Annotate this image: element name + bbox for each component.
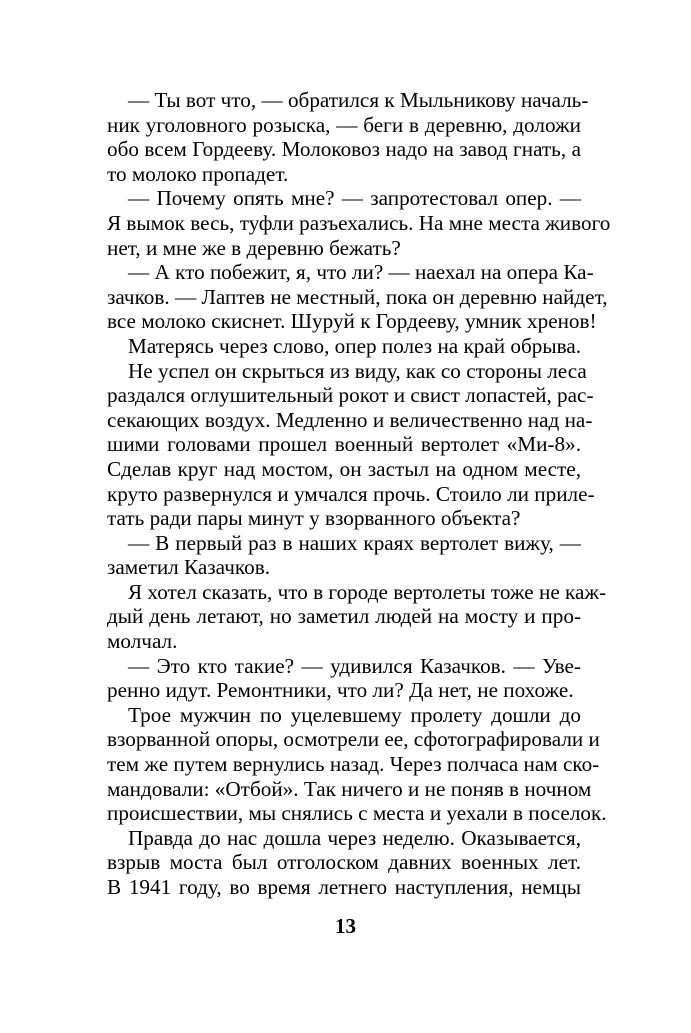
text-line: нет, и мне же в деревню бежать? [107,235,401,260]
text-line: Не успел он скрыться из виду, как со стороны леса [128,358,587,383]
text-line: Трое мужчин по уцелевшему пролету дошли до [128,702,581,727]
text-line: взорванной опоры, осмотрели ее, сфотографировали и [107,727,600,752]
text-line: все молоко скиснет. Шуруй к Гордееву, умник хренов! [107,309,597,334]
text-line: Я хотел сказать, что в городе вертолеты тоже не каж- [128,579,607,604]
text-line: происшествии, мы снялись с места и уехали в поселок. [107,801,607,826]
text-body [107,88,611,900]
text-line: В 1941 году, во время летнего наступления, немцы [107,875,581,899]
text-line: шими головами прошел военный вертолет «Ми-8». [107,432,581,457]
paragraph [107,531,581,580]
text-line: дый день летают, но заметил людей на мосту и про- [107,604,581,629]
text-line: тем же путем вернулись назад. Через полчаса нам ско- [107,752,600,777]
text-line: заметил Казачков. [107,555,271,580]
text-line: — Почему опять мне? — запротестовал опер. — [128,186,581,211]
paragraph [107,186,611,260]
paragraph [107,702,607,826]
paragraph [107,358,595,531]
text-line: Сделав круг над мостом, он застыл на одном месте, [107,456,581,481]
text-line: секающих воздух. Медленно и величественно над на- [107,407,593,432]
text-line: Я вымок весь, туфли разъехались. На мне места живого [107,210,611,235]
text-line: мандовали: «Отбой». Так ничего и не поняв в ночном [107,776,592,801]
text-line: обо всем Гордееву. Молоковоз надо на завод гнать, а [107,137,581,162]
text-line: — А кто побежит, я, что ли? — наехал на опера Ка- [128,260,594,285]
text-line: Матерясь через слово, опер полез на край обрыва. [128,333,582,358]
text-line: Правда до нас дошла через неделю. Оказывается, [128,825,581,850]
text-line: взрыв моста был отголоском давних военных лет. [107,850,581,875]
page-number: 13 [335,914,356,938]
paragraph [107,260,608,334]
text-line: тать ради пары минут у взорванного объекта? [107,506,521,531]
paragraph [107,654,581,703]
text-line: — Ты вот что, — обратился к Мыльникову началь- [128,88,589,112]
paragraph [107,826,581,900]
paragraph [107,579,607,654]
text-line: — В первый раз в наших краях вертолет вижу, — [128,530,581,555]
text-line: ник уголовного розыска, — беги в деревню, доложи [107,112,581,137]
text-line: — Это кто такие? — удивился Казачков. — Уве- [128,653,581,678]
text-line: раздался оглушительный рокот и свист лопастей, рас- [107,383,594,408]
text-line: зачков. — Лаптев не местный, пока он деревню найдет, [107,284,608,309]
paragraph [107,334,581,359]
text-line: молчал. [107,629,178,654]
paragraph [107,88,589,186]
text-line: ренно идут. Ремонтники, что ли? Да нет, не похоже. [107,678,574,703]
text-line: то молоко пропадет. [107,161,289,186]
text-line: круто развернулся и умчался прочь. Стоило ли приле- [107,481,595,506]
